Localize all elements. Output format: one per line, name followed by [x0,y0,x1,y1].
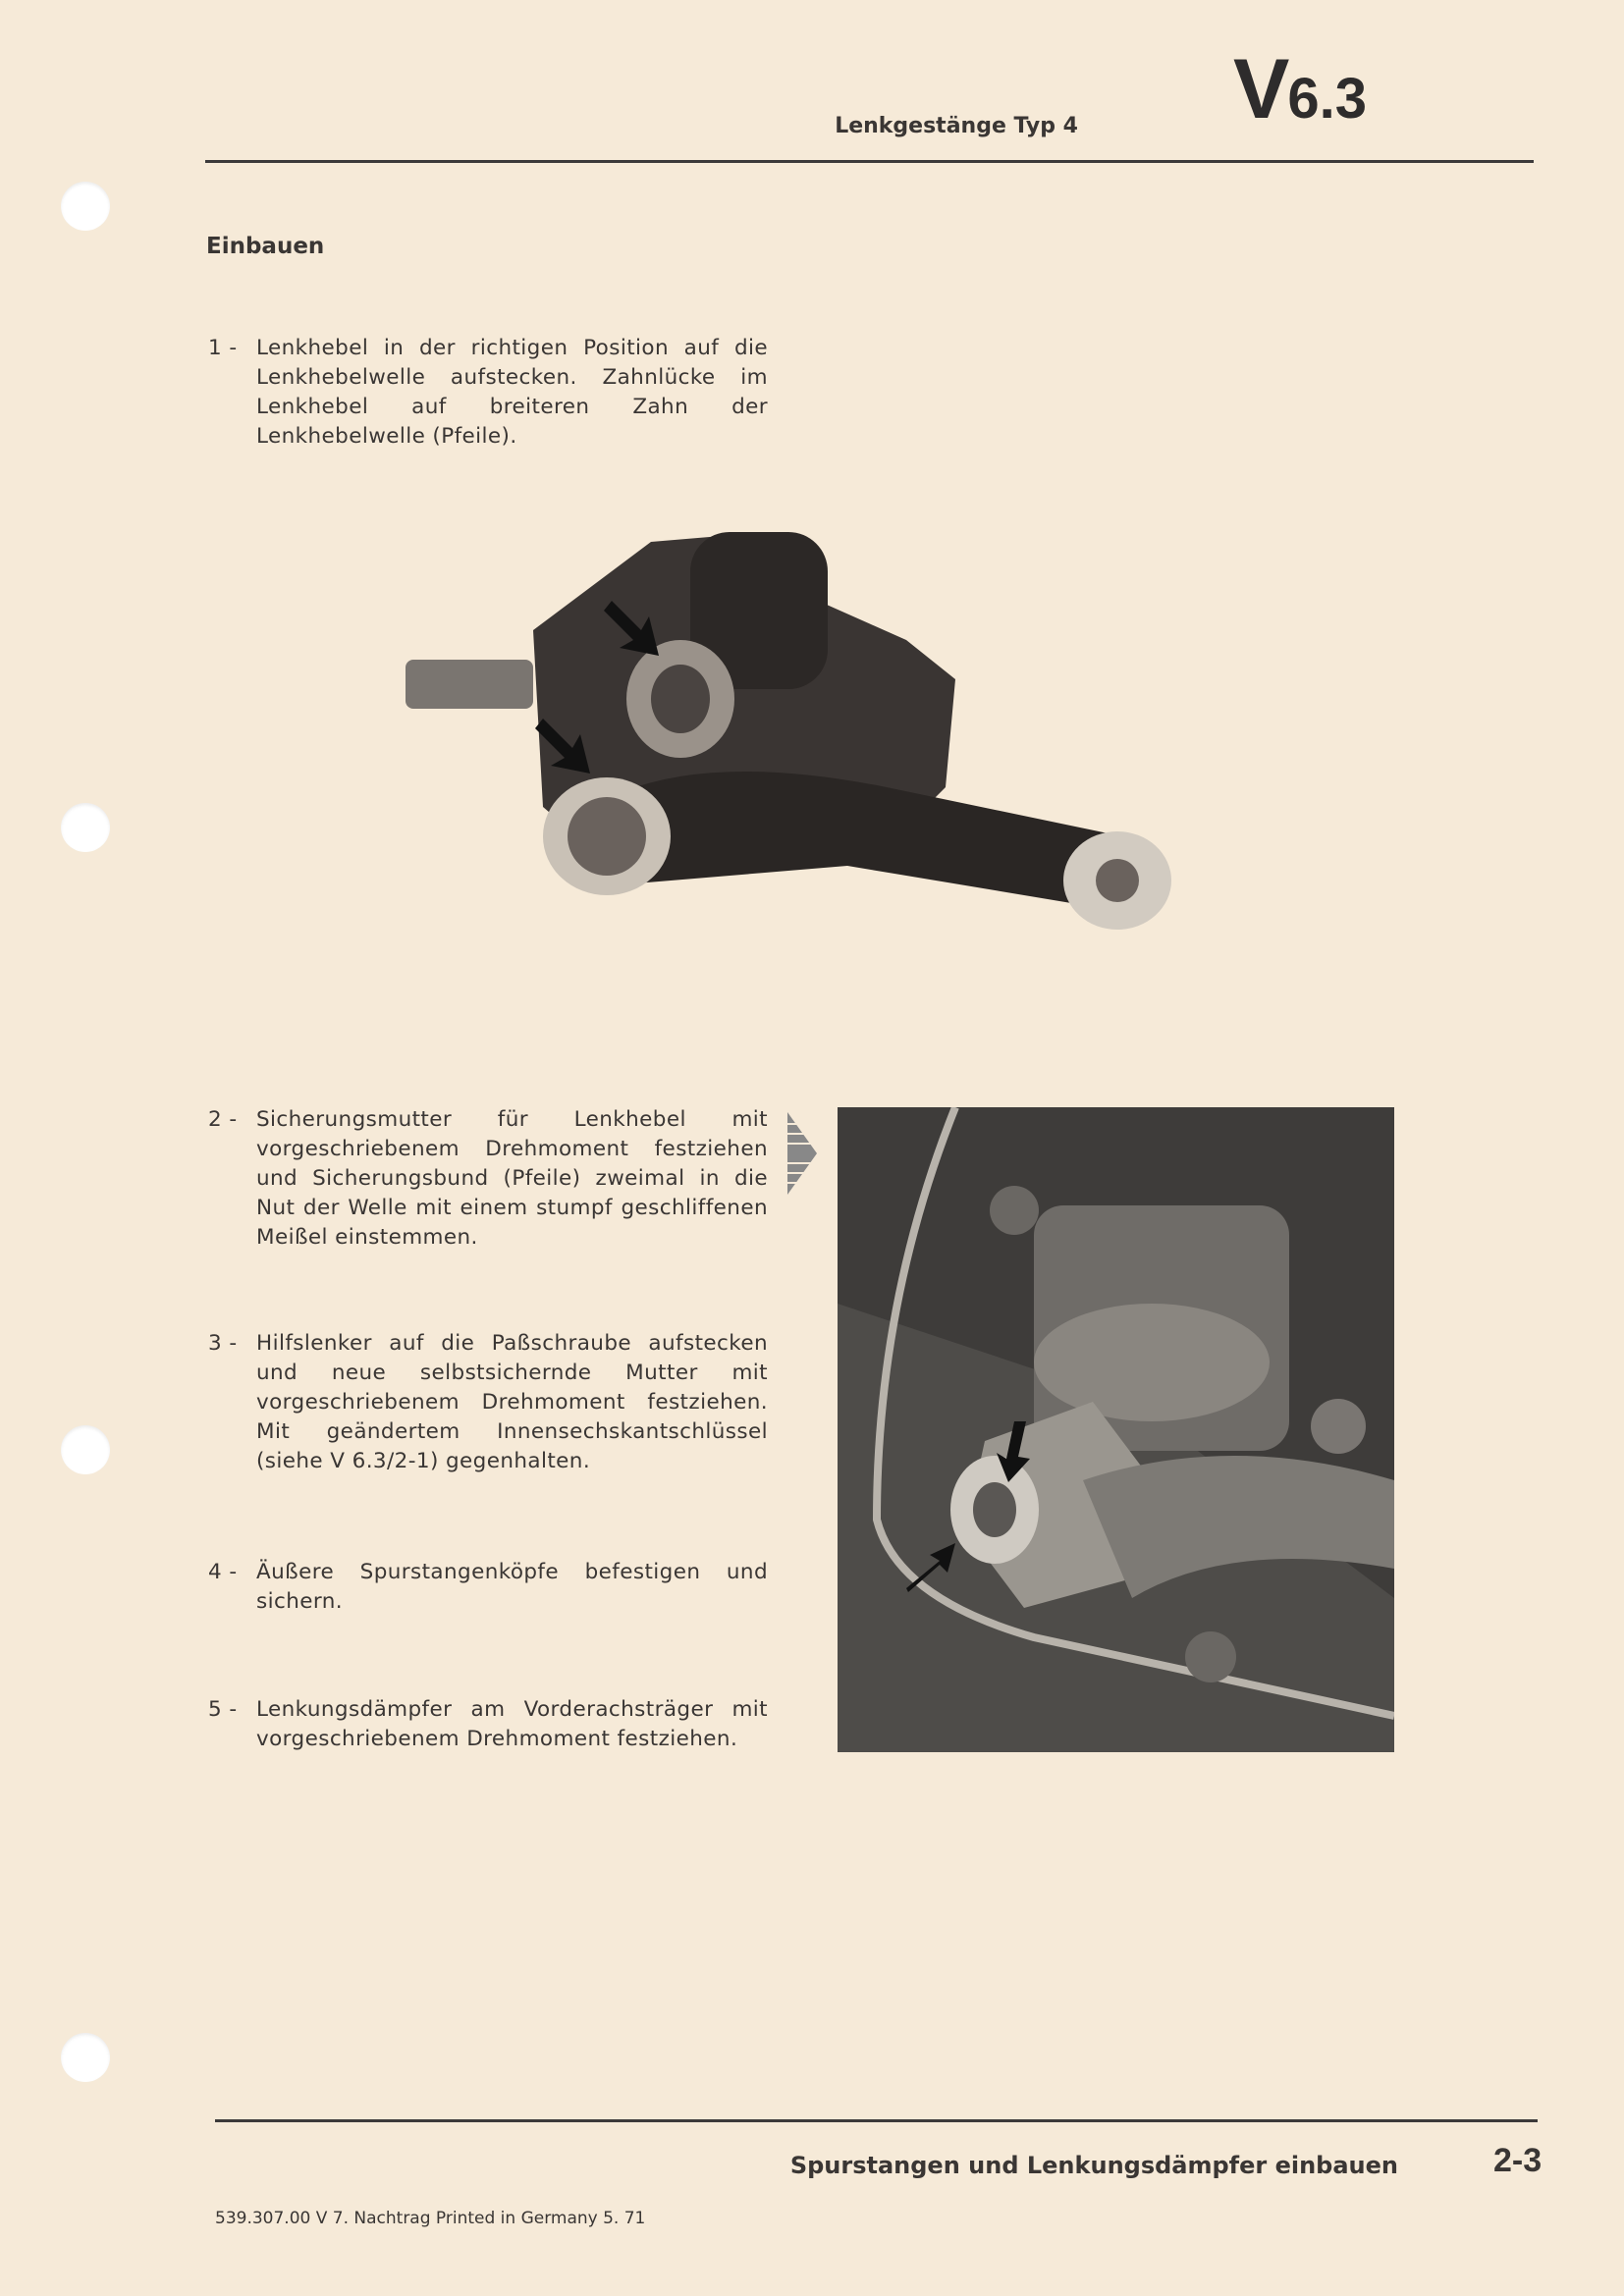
step-text: Sicherungsmutter für Lenkhebel mit vorgeschriebenem Drehmoment festziehen und Sicherungsbund (Pfeile) zweimal in die Nut der Welle mit einem stumpf geschliffenen Meißel einstemmen. [256,1107,768,1250]
section-code-letter: V [1232,42,1288,136]
page-number: 2-3 [1493,2142,1543,2179]
step-text: Lenkhebel in der richtigen Position auf die Lenkhebelwelle aufstecken. Zahnlücke im Lenkhebel auf breiteren Zahn der Lenkhebelwelle (Pfeile). [256,336,768,449]
punch-hole [61,2033,110,2082]
step-number: 4 - [208,1560,238,1584]
steering-box-photo [396,512,1191,944]
punch-hole [61,1425,110,1474]
imprint: 539.307.00 V 7. Nachtrag Printed in Germany 5. 71 [215,2209,646,2228]
step-number: 3 - [208,1331,238,1356]
header-title: Lenkgestänge Typ 4 [835,114,1078,138]
step-text: Hilfslenker auf die Paßschraube aufstecken und neue selbstsichernde Mutter mit vorgeschriebenem Drehmoment festziehen. Mit geändertem Innensechskantschlüssel (siehe V 6.3/2-1) gegenhalten. [256,1331,768,1473]
section-heading: Einbauen [206,234,325,259]
step-5 [208,1695,768,1754]
step-number: 2 - [208,1107,238,1132]
step-text: Lenkungsdämpfer am Vorderachsträger mit vorgeschriebenem Drehmoment festziehen. [256,1697,768,1751]
step-1 [208,334,768,452]
step-2 [208,1105,768,1253]
footer-title: Spurstangen und Lenkungsdämpfer einbauen [789,2152,1398,2179]
punch-hole [61,803,110,852]
step-number: 5 - [208,1697,238,1722]
punch-hole [61,182,110,231]
footer-rule [215,2119,1538,2122]
pointer-arrow-icon [785,1112,819,1220]
section-code-number: 6.3 [1287,67,1367,131]
step-4 [208,1558,768,1617]
step-3 [208,1329,768,1476]
lock-nut-photo [838,1107,1394,1752]
step-text: Äußere Spurstangenköpfe befestigen und sichern. [256,1560,768,1614]
header-rule [205,160,1534,163]
section-code [1233,41,1367,138]
step-number: 1 - [208,336,238,360]
